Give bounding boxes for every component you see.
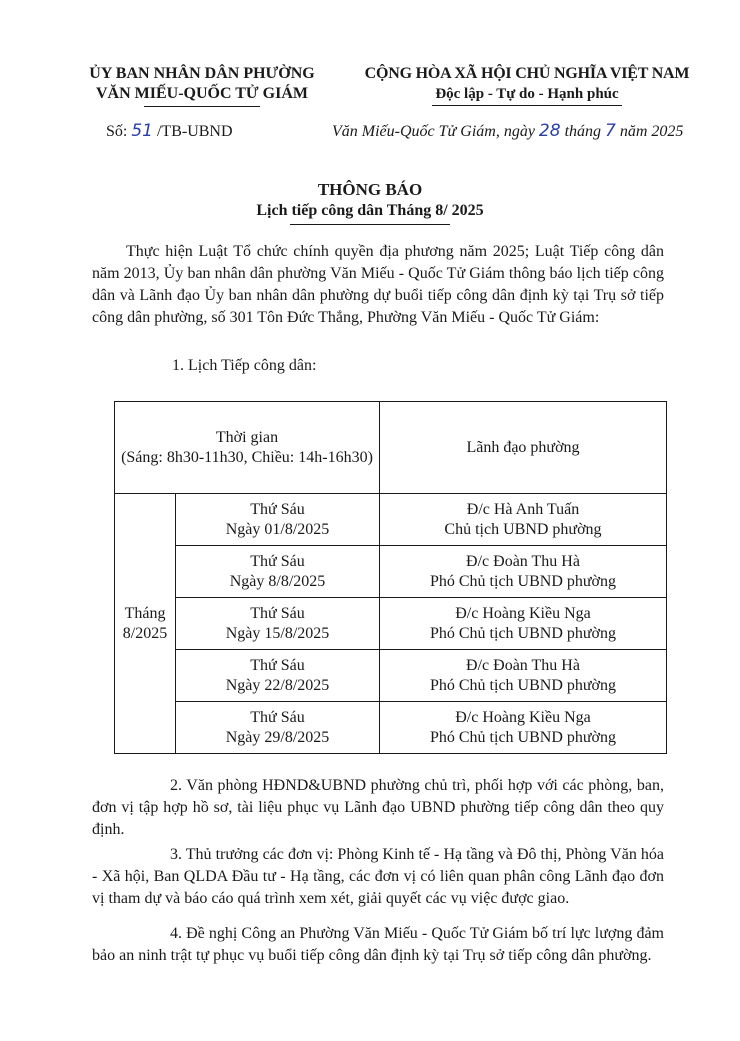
schedule-table xyxy=(114,401,667,754)
leader-cell: Đ/c Đoàn Thu Hà Phó Chủ tịch UBND phường xyxy=(380,650,667,702)
handwritten-day: 28 xyxy=(538,121,561,141)
table-row xyxy=(115,650,667,702)
date-cell: Thứ Sáu Ngày 22/8/2025 xyxy=(176,650,380,702)
table-row xyxy=(115,702,667,754)
date-cell: Thứ Sáu Ngày 29/8/2025 xyxy=(176,702,380,754)
section-4-paragraph: 4. Đề nghị Công an Phường Văn Miếu - Quốc Tử Giám bố trí lực lượng đảm bảo an ninh trật tự phục vụ buổi tiếp công dân định kỳ tại Trụ sở tiếp công dân phường. xyxy=(92,925,664,964)
document-number: Số: 51 /TB-UBND xyxy=(106,121,233,141)
nation-name: CỘNG HÒA XÃ HỘI CHỦ NGHĨA VIỆT NAM xyxy=(364,65,690,82)
table-row xyxy=(115,494,667,546)
table-row xyxy=(115,598,667,650)
leader-cell: Đ/c Hà Anh Tuấn Chủ tịch UBND phường xyxy=(380,494,667,546)
authority-underline xyxy=(144,106,260,107)
national-motto: Độc lập - Tự do - Hạnh phúc xyxy=(435,86,619,102)
intro-paragraph: Thực hiện Luật Tổ chức chính quyền địa phương năm 2025; Luật Tiếp công dân năm 2013, Ủy ban nhân dân phường Văn Miếu - Quốc Tử Giám thông báo lịch tiếp công dân và Lãnh đạo Ủy ban nhân dân phường dự buổi tiếp công dân định kỳ tại Trụ sở tiếp công dân phường, số 301 Tôn Đức Thắng, Phường Văn Miếu - Quốc Tử Giám: xyxy=(92,243,664,326)
date-cell: Thứ Sáu Ngày 15/8/2025 xyxy=(176,598,380,650)
handwritten-month: 7 xyxy=(605,121,616,141)
header-leader-cell: Lãnh đạo phường xyxy=(380,402,667,494)
authority-line-2: VĂN MIẾU-QUỐC TỬ GIÁM xyxy=(96,85,308,102)
section-2-paragraph: 2. Văn phòng HĐND&UBND phường chủ trì, phối hợp với các phòng, ban, đơn vị tập hợp hồ sơ, tài liệu phục vụ Lãnh đạo UBND phường tiếp công dân theo quy định. xyxy=(92,777,664,838)
table-header-row xyxy=(115,402,667,494)
section-3-paragraph: 3. Thủ trưởng các đơn vị: Phòng Kinh tế - Hạ tầng và Đô thị, Phòng Văn hóa - Xã hội, Ban QLDA Đầu tư - Hạ tầng, các đơn vị có liên quan phân công Lãnh đạo đơn vị tham dự và báo cáo quá trình xem xét, giải quyết các vụ việc được giao. xyxy=(92,846,664,907)
date-cell: Thứ Sáu Ngày 01/8/2025 xyxy=(176,494,380,546)
national-heading xyxy=(352,64,702,106)
document-title: THÔNG BÁO xyxy=(317,180,423,199)
leader-cell: Đ/c Hoàng Kiều Nga Phó Chủ tịch UBND phường xyxy=(380,598,667,650)
issue-date: Văn Miếu-Quốc Tử Giám, ngày 28 tháng 7 năm 2025 xyxy=(332,121,684,141)
header-time-cell: Thời gian (Sáng: 8h30-11h30, Chiều: 14h-16h30) xyxy=(115,402,380,494)
table-row xyxy=(115,546,667,598)
leader-cell: Đ/c Hoàng Kiều Nga Phó Chủ tịch UBND phường xyxy=(380,702,667,754)
authority-line-1: ỦY BAN NHÂN DÂN PHƯỜNG xyxy=(89,65,315,82)
subtitle-underline xyxy=(290,224,450,225)
section-1-heading: 1. Lịch Tiếp công dân: xyxy=(172,357,317,374)
document-subtitle: Lịch tiếp công dân Tháng 8/ 2025 xyxy=(256,202,484,219)
leader-cell: Đ/c Đoàn Thu Hà Phó Chủ tịch UBND phường xyxy=(380,546,667,598)
issuing-authority xyxy=(62,64,342,107)
date-cell: Thứ Sáu Ngày 8/8/2025 xyxy=(176,546,380,598)
month-cell: Tháng 8/2025 xyxy=(115,494,176,754)
motto-underline xyxy=(432,105,622,106)
handwritten-number: 51 xyxy=(131,121,153,141)
